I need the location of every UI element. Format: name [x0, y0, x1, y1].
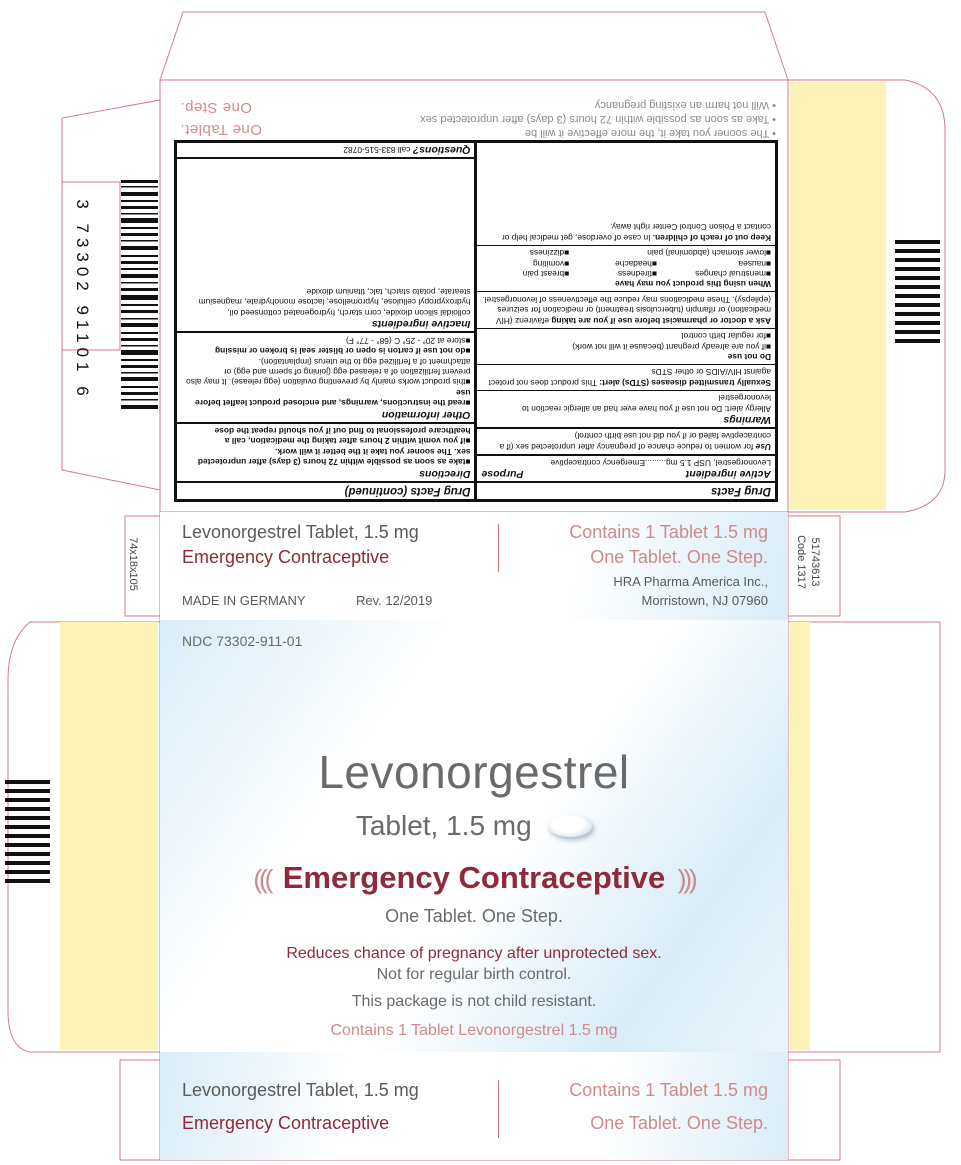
bottom-contains: Contains 1 Tablet 1.5 mg	[569, 1080, 768, 1100]
inactive-text: colloidal silicon dioxide, corn starch, hydrogenated cottonseed oil, hydroxypropyl cellulose, hypromellose, lactose monohydrate, magnesium stearate, potato starch, talc, titanium dioxide	[198, 287, 471, 318]
do-not-use-item: ■ for regular birth control	[482, 331, 772, 341]
drug-facts-continued: Drug Facts (continued)	[177, 481, 475, 499]
side-divider	[498, 524, 499, 572]
side-panel-bottom	[160, 1052, 788, 1160]
dimension-code: 74x18x105	[127, 537, 139, 591]
side-contains: Contains 1 Tablet 1.5 mg	[569, 522, 768, 542]
front-tagline: One Tablet. One Step.	[385, 906, 563, 926]
directions-heading: Directions	[419, 467, 471, 480]
barcode-mark-right	[895, 240, 940, 350]
inactive-section	[177, 157, 475, 331]
keep-out-bold: Keep out of reach of children.	[652, 232, 771, 243]
do-not-use-item: ■ if you are already pregnant (because it will not work)	[482, 341, 772, 351]
not-regular-text: Not for regular birth control.	[376, 966, 572, 983]
child-resistant-text: This package is not child resistant.	[351, 993, 597, 1010]
reduces-chance-text: Reduces chance of pregnancy after unprotected sex.	[286, 945, 662, 962]
front-contains-text: Contains 1 Tablet Levonorgestrel 1.5 mg	[330, 1022, 618, 1039]
side-effect-item: ■ menstrual changes	[657, 269, 771, 279]
use-label: Use	[755, 441, 771, 452]
directions-section	[177, 422, 475, 481]
front-panel	[160, 620, 788, 1052]
one-tablet-text: One Tablet.	[180, 121, 262, 138]
inactive-heading: Inactive ingredients	[371, 318, 471, 331]
barcode-mark-left	[5, 780, 50, 890]
ask-doctor-text: efavirenz (HIV medication) or rifampin (tuberculosis treatment) or medication for seizures (epilepsy). These medications may reduce the effectiveness of levonorgestrel.	[482, 294, 771, 326]
other-info-item: ■ store at 20° - 25° C (68° - 77° F)	[181, 335, 471, 345]
headline-close-waves: )))	[677, 864, 695, 894]
directions-item: ■ if you vomit within 2 hours after taking the medication, call a healthcare professional to find out if you should repeat the dose	[181, 426, 471, 447]
do-not-use-section	[478, 328, 776, 364]
top-panel-bullets	[176, 98, 776, 140]
bottom-category: Emergency Contraceptive	[182, 1113, 390, 1133]
code-number: Code 1317	[795, 535, 807, 589]
active-ingredient-heading: Active ingredient	[685, 467, 771, 480]
strength-text: Tablet, 1.5 mg	[355, 810, 532, 841]
side-category: Emergency Contraceptive	[182, 547, 390, 567]
side-panel-top	[160, 512, 788, 620]
barcode-number: 3 73302 91101 6	[73, 199, 92, 401]
side-effect-item: ■ vomiting	[482, 258, 570, 268]
questions-section	[177, 143, 475, 157]
side-tagline: One Tablet. One Step.	[590, 547, 768, 567]
active-ingredient-text: Levonorgestrel, USP 1.5 mg.........Emergency contraceptive	[550, 458, 771, 469]
purpose-heading: Purpose	[481, 467, 524, 480]
barcode-bars	[103, 180, 158, 410]
other-info-item: ■ read the instructions, warnings, and enclosed product leaflet before use	[181, 387, 471, 408]
company-address: Morristown, NJ 07960	[641, 593, 768, 608]
side-effect-item: ■ nausea	[657, 258, 771, 268]
barcode-upc	[103, 180, 158, 410]
allergy-alert: Allergy alert: Do not use if you have ever had an allergic reaction to levonorgestrel	[521, 393, 771, 414]
glue-flap-top-right	[790, 82, 886, 510]
active-ingredient-row	[482, 468, 772, 478]
other-info-item: ■ this product works mainly by preventing ovulation (egg release). It may also prevent fertilization of a released egg (joining of sperm and egg) or attachment of a fertilized egg to the uterus (implantation).	[181, 356, 471, 387]
side-effect-item: ■ breast pain	[482, 269, 570, 279]
glue-flap-front-left	[60, 622, 158, 1050]
questions-text: call 833-515-0782	[343, 145, 413, 156]
other-info-section	[177, 331, 475, 421]
std-alert	[478, 364, 776, 390]
bottom-divider	[498, 1080, 499, 1138]
std-text: This product does not protect against HIV/AIDS or other STDs	[488, 367, 771, 388]
back-panel-drug-facts	[160, 80, 788, 512]
other-info-item: ■ do not use if carton is open or blister seal is broken or missing	[181, 346, 471, 356]
headline-open-waves: (((	[253, 864, 271, 894]
drug-facts-title: Drug Facts	[478, 481, 776, 499]
one-step-text: One Step.	[180, 99, 253, 116]
use-section	[478, 427, 776, 454]
glue-flap-front-right	[790, 622, 810, 1050]
other-info-heading: Other information	[381, 408, 471, 421]
when-using-section	[478, 245, 776, 292]
revision-date: Rev. 12/2019	[356, 593, 433, 608]
keep-out-section	[478, 220, 776, 245]
drug-facts-box	[174, 140, 778, 502]
side-effect-item: ■ lower stomach (abdominal) pain	[569, 248, 771, 258]
ndc-number: NDC 73302-911-01	[182, 633, 303, 649]
brand-name: Levonorgestrel	[318, 746, 630, 798]
company-name: HRA Pharma America Inc.,	[613, 574, 768, 589]
questions-label: Questions?	[412, 144, 471, 157]
drug-facts-column-2	[177, 143, 475, 499]
active-ingredient-section	[478, 454, 776, 481]
tablet-pill-icon	[548, 815, 592, 837]
directions-item: ■ take as soon as possible within 72 hours (3 days) after unprotected sex. The sooner you take it the better it will work.	[181, 446, 471, 467]
part-number: 51743613	[809, 537, 821, 587]
use-text: for women to reduce chance of pregnancy after unprotected sex (if a contraceptive failed or if you did not use birth control)	[499, 431, 771, 452]
bullet-line: • The sooner you take it, the more effective it will be	[524, 127, 776, 139]
ask-doctor-bold: Ask a doctor or pharmacist before use if you are taking	[551, 315, 771, 326]
warnings-heading: Warnings	[723, 413, 771, 426]
headline-row	[160, 860, 788, 896]
bottom-tagline: One Tablet. One Step.	[590, 1113, 768, 1133]
bottom-product-name: Levonorgestrel Tablet, 1.5 mg	[182, 1080, 419, 1100]
made-in-germany: MADE IN GERMANY	[182, 593, 306, 608]
drug-facts-column-1	[475, 143, 776, 499]
keep-out-text: In case of overdose, get medical help or contact a Poison Control Center right away.	[501, 222, 771, 243]
do-not-use-heading: Do not use	[727, 351, 771, 362]
headline-text: Emergency Contraceptive	[282, 860, 666, 895]
side-effect-item: ■ headache	[569, 258, 657, 268]
side-effects-grid	[482, 248, 772, 279]
bullet-line: • Will not harm an existing pregnancy	[594, 99, 776, 111]
side-effect-item: ■ dizziness	[482, 248, 570, 258]
side-effect-item: ■ tiredness	[569, 269, 657, 279]
warnings-section	[478, 390, 776, 427]
bullet-line: • Take as soon as possible within 72 hours (3 days) after unprotected sex	[420, 113, 776, 125]
strength-row	[160, 810, 788, 842]
when-using-heading: When using this product you may have	[615, 279, 771, 290]
side-product-name: Levonorgestrel Tablet, 1.5 mg	[182, 522, 419, 542]
ask-doctor-section	[478, 292, 776, 328]
std-bold: Sexually transmitted diseases (STDs) alert:	[599, 377, 771, 388]
